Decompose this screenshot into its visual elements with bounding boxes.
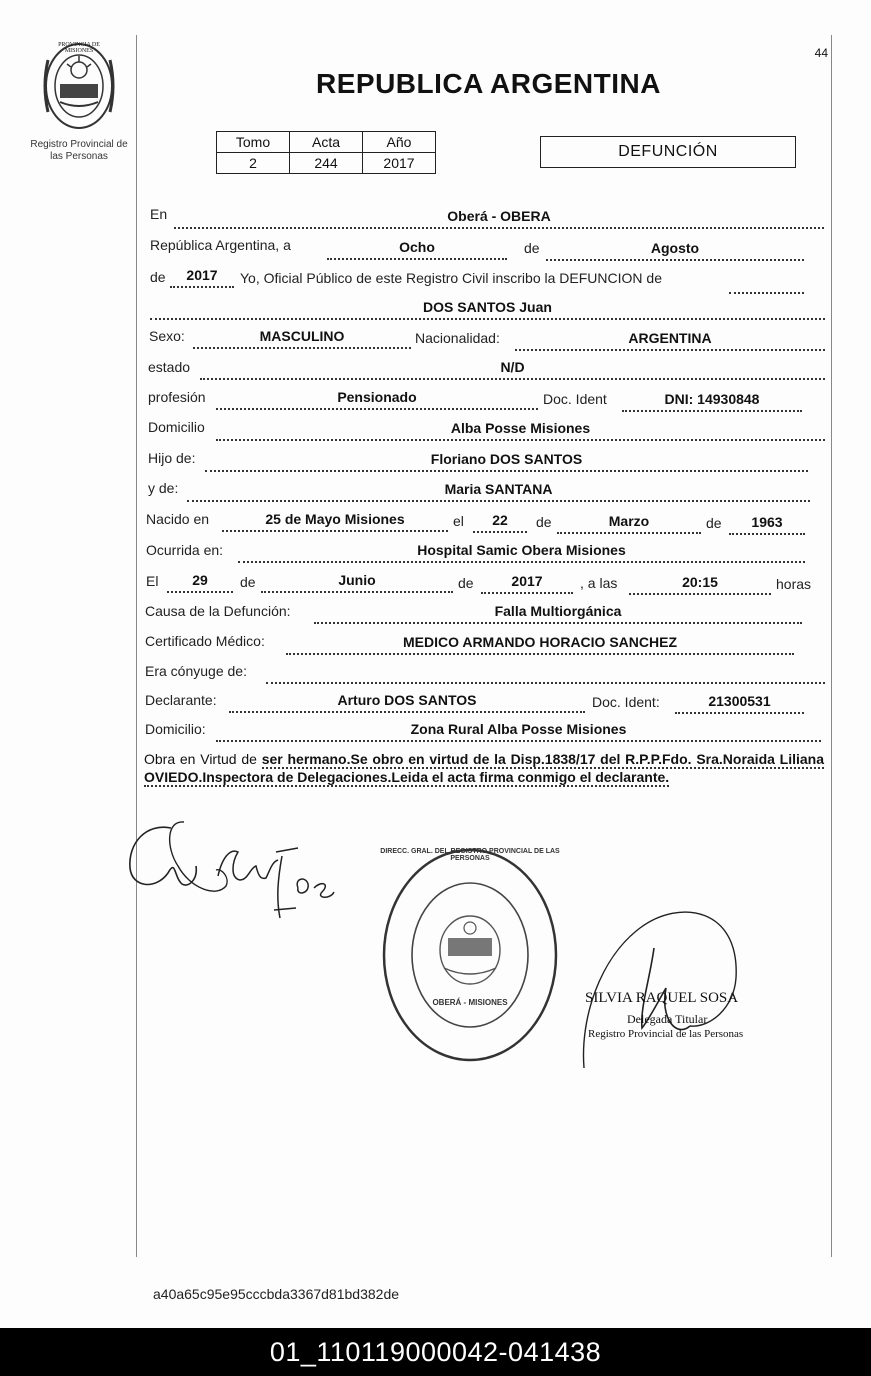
declarante-label: Declarante: bbox=[145, 692, 217, 708]
doc-ident-value: DNI: 14930848 bbox=[622, 390, 802, 412]
doc-ident-label: Doc. Ident bbox=[543, 391, 607, 407]
registry-label-line2: las Personas bbox=[50, 151, 108, 162]
registry-label-line1: Registro Provincial de bbox=[30, 139, 128, 150]
nacionalidad-label: Nacionalidad: bbox=[415, 330, 500, 346]
stamp-inner-text: OBERÁ - MISIONES bbox=[432, 998, 508, 1007]
profesion-label: profesión bbox=[148, 389, 206, 405]
el-label: el bbox=[453, 513, 464, 529]
official-name: SILVIA RAQUEL SOSA bbox=[585, 990, 739, 1006]
nacido-label: Nacido en bbox=[146, 511, 210, 527]
causa-label: Causa de la Defunción: bbox=[145, 603, 291, 619]
causa-value: Falla Multiorgánica bbox=[314, 602, 802, 624]
record-table-value-row bbox=[217, 153, 436, 174]
mother-value: Maria SANTANA bbox=[187, 480, 810, 502]
page-title: REPUBLICA ARGENTINA bbox=[316, 68, 661, 99]
conyuge-value bbox=[266, 662, 825, 684]
doc-ident2-value: 21300531 bbox=[675, 692, 804, 714]
seal-text: PROVINCIA DE MISIONES bbox=[58, 42, 100, 54]
official-office: Registro Provincial de las Personas bbox=[588, 1028, 744, 1040]
left-margin-line bbox=[136, 35, 137, 1257]
estado-value: N/D bbox=[200, 358, 825, 380]
profesion-value: Pensionado bbox=[216, 388, 538, 410]
record-table-header: Año bbox=[363, 132, 436, 153]
declarante-value: Arturo DOS SANTOS bbox=[229, 691, 585, 713]
official-signature-scribble bbox=[580, 898, 760, 1078]
deceased-name-value: DOS SANTOS Juan bbox=[150, 298, 825, 320]
right-margin-line bbox=[831, 35, 832, 1257]
record-table-header: Tomo bbox=[217, 132, 290, 153]
doc-ident2-label: Doc. Ident: bbox=[592, 694, 660, 710]
obra-paragraph bbox=[144, 750, 824, 786]
certificado-value: MEDICO ARMANDO HORACIO SANCHEZ bbox=[286, 633, 794, 655]
nacionalidad-value: ARGENTINA bbox=[515, 329, 825, 351]
record-table-cell: 244 bbox=[290, 153, 363, 174]
hijo-label: Hijo de: bbox=[148, 450, 196, 466]
de2-label: de bbox=[150, 269, 166, 285]
page-number: 44 bbox=[814, 46, 828, 60]
alas-label: , a las bbox=[580, 575, 618, 591]
death-time-value: 20:15 bbox=[629, 573, 771, 595]
record-table-header: Acta bbox=[290, 132, 363, 153]
domicilio2-label: Domicilio: bbox=[145, 721, 206, 737]
death-month-value: Junio bbox=[261, 571, 453, 593]
horas-label: horas bbox=[776, 576, 812, 592]
death-day-value: 29 bbox=[167, 571, 233, 593]
sexo-label: Sexo: bbox=[149, 328, 185, 344]
oficial-text: Yo, Oficial Público de este Registro Civil inscribo la DEFUNCION de bbox=[240, 270, 662, 286]
father-value: Floriano DOS SANTOS bbox=[205, 450, 808, 472]
official-role: Delegada Titular bbox=[627, 1012, 708, 1026]
certificado-label: Certificado Médico: bbox=[145, 633, 265, 649]
birth-month-value: Marzo bbox=[557, 512, 701, 534]
birth-year-value: 1963 bbox=[729, 513, 805, 535]
de6-label: de bbox=[458, 575, 474, 591]
en-label: En bbox=[150, 206, 168, 222]
ocurrida-value: Hospital Samic Obera Misiones bbox=[238, 541, 805, 563]
record-table-cell: 2017 bbox=[363, 153, 436, 174]
death-year-value: 2017 bbox=[481, 572, 573, 594]
obra-label: Obra en Virtud de bbox=[144, 751, 257, 767]
month-value: Agosto bbox=[546, 239, 804, 261]
de-label: de bbox=[524, 240, 540, 256]
ocurrida-label: Ocurrida en: bbox=[146, 542, 224, 558]
conyuge-label: Era cónyuge de: bbox=[145, 663, 247, 679]
el2-label: El bbox=[146, 573, 159, 589]
day-value: Ocho bbox=[327, 238, 507, 260]
domicilio-value: Alba Posse Misiones bbox=[216, 419, 825, 441]
record-type-box: DEFUNCIÓN bbox=[540, 136, 796, 168]
obra-value: ser hermano.Se obro en virtud de la Disp.1838/17 del R.P.P.Fdo. Sra.Noraida Liliana OVIEDO.Inspectora de Delegaciones.Leida el acta firma conmigo el declarante. bbox=[144, 751, 825, 785]
declarant-signature bbox=[126, 818, 346, 936]
document-id-bar: 01_110119000042-041438 bbox=[0, 1328, 871, 1376]
record-table bbox=[216, 131, 436, 174]
document-hash: a40a65c95e95cccbda3367d81bd382de bbox=[153, 1286, 400, 1302]
year-value: 2017 bbox=[170, 266, 234, 288]
birth-day-value: 22 bbox=[473, 511, 527, 533]
record-table-header-row bbox=[217, 132, 436, 153]
domicilio-label: Domicilio bbox=[148, 419, 205, 435]
sexo-value: MASCULINO bbox=[193, 327, 411, 349]
oficial-trailing-line bbox=[729, 272, 804, 294]
birthplace-value: 25 de Mayo Misiones bbox=[222, 510, 448, 532]
stamp-outer-text: DIRECC. GRAL. DEL REGISTRO PROVINCIAL DE LAS PERSONAS bbox=[380, 848, 560, 862]
de5-label: de bbox=[240, 574, 256, 590]
yde-label: y de: bbox=[148, 480, 179, 496]
record-table-cell: 2 bbox=[217, 153, 290, 174]
official-stamp bbox=[380, 846, 560, 1064]
domicilio2-value: Zona Rural Alba Posse Misiones bbox=[216, 720, 821, 742]
de3-label: de bbox=[536, 514, 552, 530]
place-value: Oberá - OBERA bbox=[174, 207, 824, 229]
de4-label: de bbox=[706, 515, 722, 531]
registry-label bbox=[18, 139, 140, 163]
estado-label: estado bbox=[148, 359, 191, 375]
republica-label: República Argentina, a bbox=[150, 237, 291, 253]
misiones-seal-logo bbox=[38, 40, 120, 132]
